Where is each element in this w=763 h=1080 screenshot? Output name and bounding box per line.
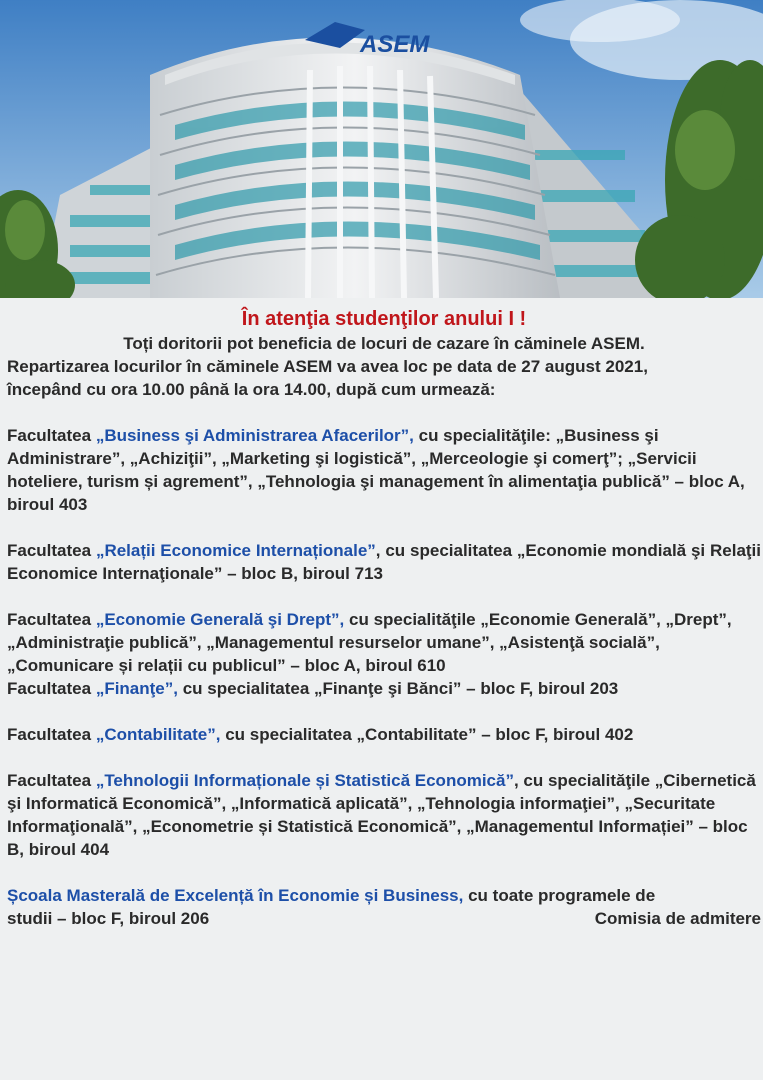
hero-logo: ASEM (360, 31, 430, 58)
intro-line-1: Toți doritorii pot beneficia de locuri de cazare în căminele ASEM. (123, 334, 645, 353)
faculty-name: „Finanţe”, (95, 679, 178, 698)
faculty-name: „Business şi Administrarea Afacerilor”, (95, 426, 414, 445)
faculty-name: „Contabilitate”, (95, 725, 221, 744)
faculty-name: „Tehnologii Informaționale și Statistică Economică” (95, 771, 514, 790)
masters-school: Școala Masterală de Excelență în Economie și Business, cu toate programele de (7, 886, 656, 905)
faculty-finante: Facultatea „Finanţe”, cu specialitatea „Finanţe şi Bănci” – bloc F, biroul 203 (7, 679, 619, 698)
faculty-name: „Relații Economice Internaționale” (95, 541, 376, 560)
announcement-body (7, 306, 761, 930)
faculty-contabilitate: Facultatea „Contabilitate”, cu specialitatea „Contabilitate” – bloc F, biroul 402 (7, 725, 634, 744)
masters-last-line (7, 907, 761, 930)
faculty-rei: Facultatea „Relații Economice Internaționale”, cu specialitatea „Economie mondială şi Relaţii Economice Internaţionale” – bloc B, biroul 713 (7, 541, 762, 583)
faculty-name: „Economie Generală şi Drept”, (95, 610, 345, 629)
faculty-tise: Facultatea „Tehnologii Informaționale și Statistică Economică”, cu specialităţile „Cibernetică şi Informatică Economică”, „Informatică aplicată”, „Tehnologia informaţiei”, „Securitate Informaţională”, „Econometrie și Statistică Economică”, „Managementul Informației” – bloc B, biroul 404 (7, 771, 756, 859)
building-photo (0, 0, 763, 298)
signature: Comisia de admitere (594, 909, 761, 928)
masters-name: Școala Masterală de Excelență în Economie și Business, (7, 886, 464, 905)
intro-line-3: începând cu ora 10.00 până la ora 14.00, după cum urmează: (7, 380, 496, 399)
faculty-egd: Facultatea „Economie Generală şi Drept”, cu specialităţile „Economie Generală”, „Drept”, „Administraţie publică”, „Managementul resurselor umane”, „Asistenţă socială”, „Comunicare și relații cu publicul” – bloc A, biroul 610 (7, 610, 732, 675)
faculty-business: Facultatea „Business şi Administrarea Afacerilor”, cu specialităţile: „Business şi Administrare”, „Achiziţii”, „Marketing şi logistică”, „Merceologie şi comerţ”; „Servicii hoteliere, turism și agrement”, „Tehnologia şi management în alimentaţia publică” – bloc A, biroul 403 (7, 426, 745, 514)
announcement-title: În atenţia studenţilor anului I ! (241, 308, 527, 330)
masters-location: studii – bloc F, biroul 206 (7, 909, 210, 928)
intro-line-2: Repartizarea locurilor în căminele ASEM va avea loc pe data de 27 august 2021, (7, 357, 648, 376)
